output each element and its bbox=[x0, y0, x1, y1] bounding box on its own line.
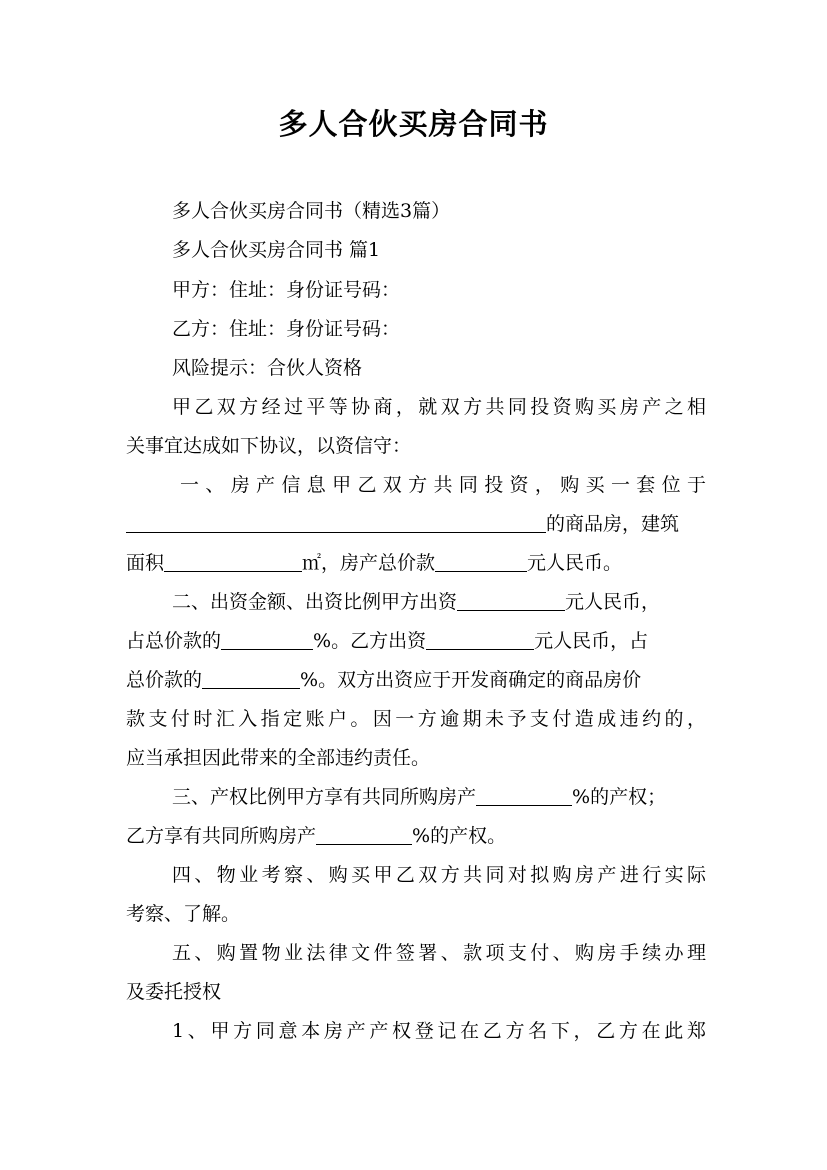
clause-1-line-2 bbox=[126, 512, 706, 536]
clause-2-line-1-text: 二、出资金额、出资比例甲方出资 bbox=[172, 591, 458, 613]
risk-tip-line: 风险提示：合伙人资格 bbox=[172, 357, 363, 379]
clause-1-line-2-text: 的商品房，建筑 bbox=[546, 513, 680, 535]
clause-3-line-2-tail: %的产权。 bbox=[412, 825, 507, 847]
clause-1-line-1: 一、房产信息甲乙双方共同投资，购买一套位于 bbox=[180, 474, 706, 496]
clause-2-line-1-tail: 元人民币， bbox=[565, 591, 661, 613]
clause-2-line-1 bbox=[126, 590, 706, 614]
clause-2-line-4: 款支付时汇入指定账户。因一方逾期未予支付造成违约的， bbox=[126, 708, 706, 730]
clause-5-item-1-line-1: 1、甲方同意本房产产权登记在乙方名下，乙方在此郑 bbox=[172, 1020, 706, 1042]
price-label: ㎡，房产总价款 bbox=[302, 552, 436, 574]
party-a-amount-blank bbox=[457, 590, 565, 611]
clause-2-line-3-tail: %。双方出资应于开发商确定的商品房价 bbox=[300, 669, 642, 691]
clause-2-line-5: 应当承担因此带来的全部违约责任。 bbox=[126, 747, 431, 769]
clause-2-line-3-text: 总价款的 bbox=[126, 669, 203, 691]
party-a-percent-blank bbox=[221, 629, 313, 650]
clause-3-line-2 bbox=[126, 824, 706, 848]
clause-3-line-1-tail: %的产权； bbox=[572, 786, 667, 808]
document-subtitle: 多人合伙买房合同书（精选3篇） bbox=[172, 200, 451, 222]
clause-4-line-1: 四、物业考察、购买甲乙双方共同对拟购房产进行实际 bbox=[172, 864, 706, 886]
clause-2-line-2-mid: %。乙方出资 bbox=[313, 630, 427, 652]
clause-5-line-2: 及委托授权 bbox=[126, 981, 222, 1003]
party-b-share-blank bbox=[316, 824, 412, 845]
party-a-share-blank bbox=[476, 785, 572, 806]
party-b-amount-blank bbox=[426, 629, 534, 650]
clause-3-line-1-text: 三、产权比例甲方享有共同所购房产 bbox=[172, 786, 477, 808]
clause-2-line-2-tail: 元人民币，占 bbox=[534, 630, 649, 652]
clause-2-line-2-text: 占总价款的 bbox=[126, 630, 222, 652]
currency-label: 元人民币。 bbox=[527, 552, 623, 574]
area-label: 面积 bbox=[126, 552, 165, 574]
clause-1-line-3 bbox=[126, 551, 706, 575]
party-b-percent-blank bbox=[202, 668, 300, 689]
clause-3-line-2-text: 乙方享有共同所购房产 bbox=[126, 825, 317, 847]
area-blank bbox=[164, 551, 302, 572]
party-a-line: 甲方：住址：身份证号码： bbox=[172, 279, 401, 301]
section-heading: 多人合伙买房合同书 篇1 bbox=[172, 239, 381, 261]
clause-4-line-2: 考察、了解。 bbox=[126, 903, 241, 925]
clause-2-line-2 bbox=[126, 629, 706, 653]
clause-3-line-1 bbox=[126, 785, 706, 809]
address-blank bbox=[126, 512, 546, 533]
price-blank bbox=[435, 551, 527, 572]
clause-5-line-1: 五、购置物业法律文件签署、款项支付、购房手续办理 bbox=[172, 942, 706, 964]
intro-line-2: 关事宜达成如下协议，以资信守： bbox=[126, 435, 412, 457]
intro-line-1: 甲乙双方经过平等协商，就双方共同投资购买房产之相 bbox=[172, 396, 706, 418]
document-title: 多人合伙买房合同书 bbox=[278, 107, 549, 141]
party-b-line: 乙方：住址：身份证号码： bbox=[172, 318, 401, 340]
clause-2-line-3 bbox=[126, 668, 706, 692]
